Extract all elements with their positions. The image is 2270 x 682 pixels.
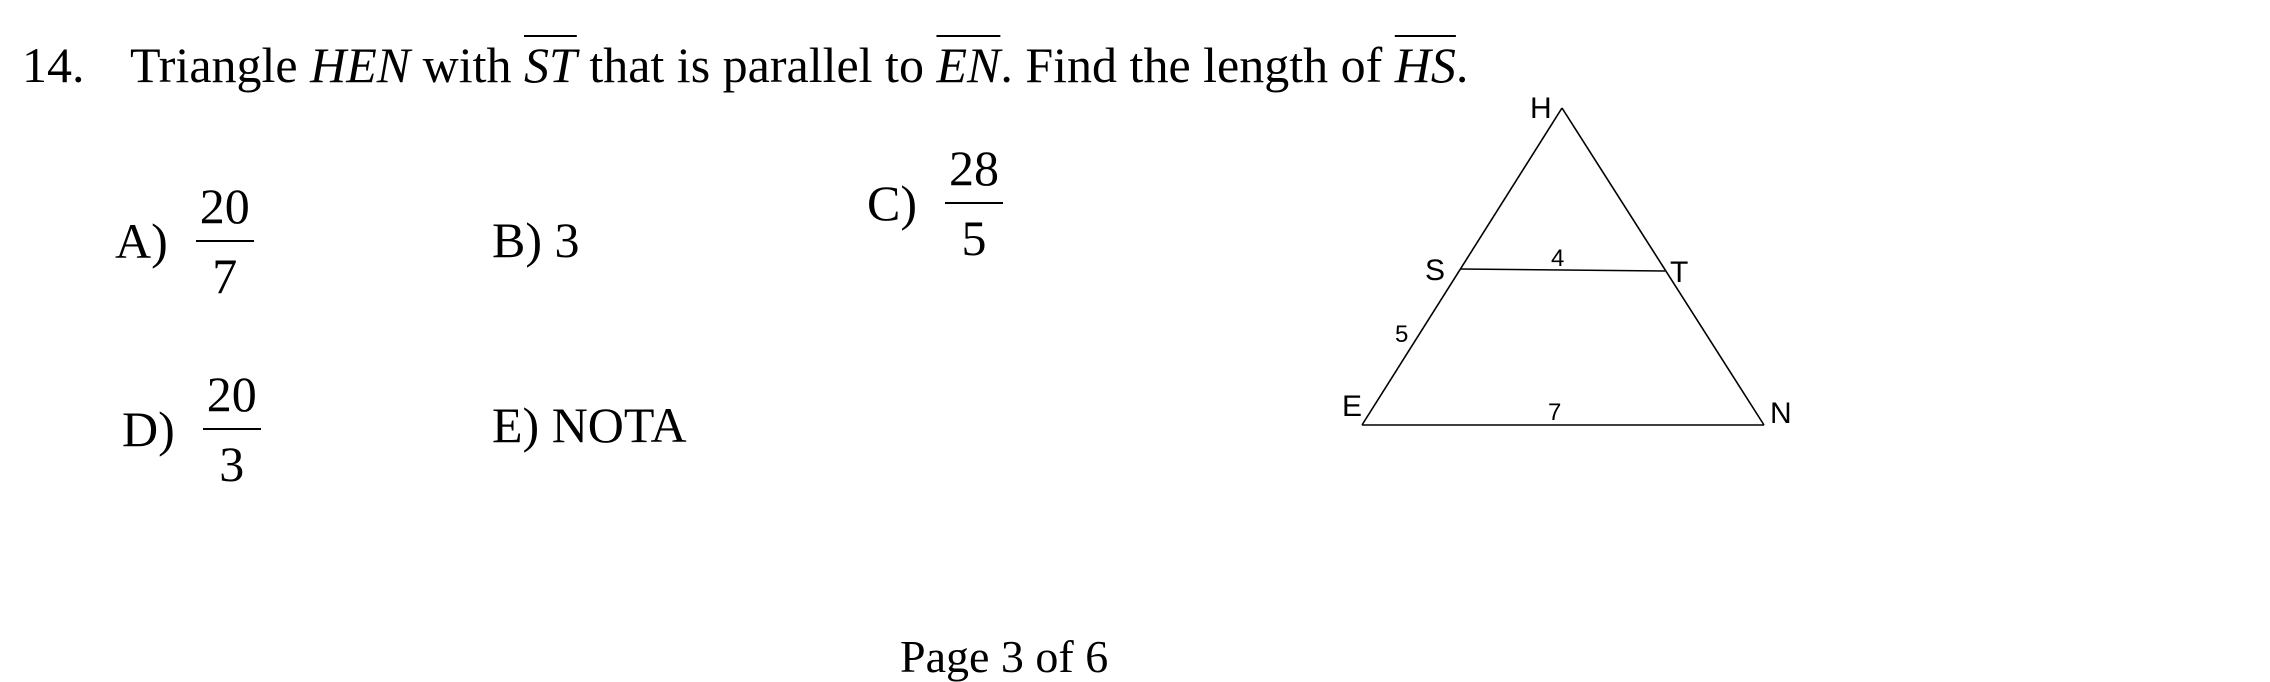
choice-a-numerator: 20 [196,178,254,242]
triangle-name: HEN [310,37,411,93]
segment-hs: $\overline{HS}$ [1394,37,1456,93]
label-n: N [1770,397,1792,430]
choice-d-numerator: 20 [203,366,261,430]
side-he [1362,108,1565,425]
question-text-part: that is parallel to [576,37,937,93]
question-text-part: with [410,37,525,93]
choice-d-denominator: 3 [219,436,245,492]
choice-c-denominator: 5 [961,210,987,266]
segment-en: $\overline{EN}$ [936,37,1001,93]
choice-a-label: A) [115,213,168,269]
page-footer: Page 3 of 6 [900,631,1109,682]
segment-st: $\overline{ST}$ [524,37,577,93]
question-text-part: . [1455,37,1469,93]
choice-d-label: D) [122,401,175,457]
question-text-part: . Find the length of [1000,37,1395,93]
length-en: 7 [1548,399,1562,426]
choice-c-numerator: 28 [945,140,1003,204]
question-text-part: Triangle [130,37,311,93]
length-st: 4 [1551,245,1565,272]
length-se: 5 [1395,321,1409,348]
choice-b-label: B) 3 [492,212,580,268]
choice-a-denominator: 7 [212,248,238,304]
label-h: H [1530,92,1552,125]
side-hn [1562,108,1764,425]
label-t: T [1670,256,1689,289]
question-number: 14. [22,37,85,93]
choice-e-label: E) NOTA [492,397,687,453]
choice-c-label: C) [867,175,917,231]
label-e: E [1342,390,1363,423]
label-s: S [1425,254,1446,287]
